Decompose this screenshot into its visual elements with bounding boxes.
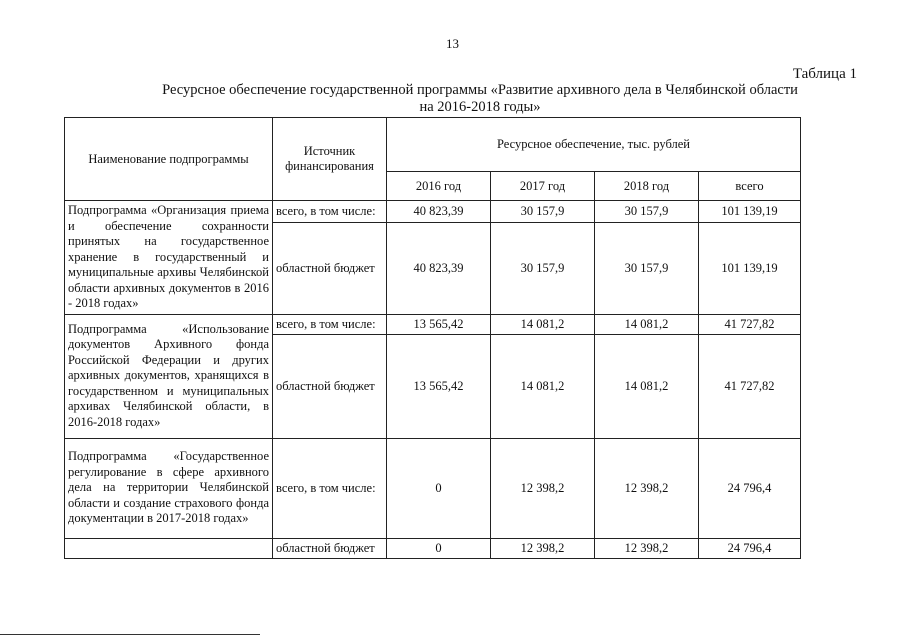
header-source: Источник финансирования (273, 118, 387, 201)
value-total: 41 727,82 (699, 334, 801, 438)
header-2018: 2018 год (595, 172, 699, 201)
value-2018: 30 157,9 (595, 223, 699, 314)
page-number: 13 (446, 36, 459, 51)
value-total: 24 796,4 (699, 438, 801, 538)
table-row (65, 538, 801, 558)
value-2018: 14 081,2 (595, 314, 699, 334)
header-name: Наименование подпрограммы (65, 118, 273, 201)
source-cell: всего, в том числе: (273, 201, 387, 223)
value-2018: 12 398,2 (595, 538, 699, 558)
value-total: 41 727,82 (699, 314, 801, 334)
value-2017: 12 398,2 (491, 438, 595, 538)
value-2018: 14 081,2 (595, 334, 699, 438)
source-cell: всего, в том числе: (273, 314, 387, 334)
value-2017: 30 157,9 (491, 223, 595, 314)
empty-name-cell (65, 538, 273, 558)
table-row (65, 201, 801, 223)
source-cell: областной бюджет (273, 538, 387, 558)
value-2016: 40 823,39 (387, 201, 491, 223)
source-cell: областной бюджет (273, 223, 387, 314)
value-2018: 12 398,2 (595, 438, 699, 538)
source-cell: всего, в том числе: (273, 438, 387, 538)
subprogram-3-name: Подпрограмма «Государственное регулирование в сфере архивного дела на территории Челябинской области и создание страхового фонда документации в 2017-2018 годах» (65, 438, 273, 538)
subprogram-1-name: Подпрограмма «Организация приема и обеспечение сохранности принятых на государственное хранение в государственный и муниципальные архивы Челябинской области архивных документов в 2016 - 2018 годах» (65, 201, 273, 315)
header-2016: 2016 год (387, 172, 491, 201)
value-2018: 30 157,9 (595, 201, 699, 223)
value-2017: 12 398,2 (491, 538, 595, 558)
table-label: Таблица 1 (792, 66, 857, 82)
value-2017: 14 081,2 (491, 334, 595, 438)
document-title (130, 82, 830, 116)
value-total: 24 796,4 (699, 538, 801, 558)
value-2016: 0 (387, 438, 491, 538)
header-2017: 2017 год (491, 172, 595, 201)
value-2016: 40 823,39 (387, 223, 491, 314)
subprogram-2-name: Подпрограмма «Использование документов Архивного фонда Российской Федерации и других архивных документов, хранящихся в государственном и муниципальных архивах Челябинской области, в 2016-2018 годах» (65, 314, 273, 438)
table-row (65, 314, 801, 334)
value-2016: 13 565,42 (387, 334, 491, 438)
value-total: 101 139,19 (699, 201, 801, 223)
title-line-2: на 2016-2018 годы» (419, 99, 541, 115)
value-2017: 30 157,9 (491, 201, 595, 223)
table-row (65, 438, 801, 538)
header-total: всего (699, 172, 801, 201)
value-total: 101 139,19 (699, 223, 801, 314)
title-line-1: Ресурсное обеспечение государственной программы «Развитие архивного дела в Челябинской области (162, 82, 798, 98)
header-resources: Ресурсное обеспечение, тыс. рублей (387, 118, 801, 172)
bottom-divider (0, 634, 260, 635)
resource-table (64, 117, 801, 559)
value-2016: 0 (387, 538, 491, 558)
value-2016: 13 565,42 (387, 314, 491, 334)
source-cell: областной бюджет (273, 334, 387, 438)
value-2017: 14 081,2 (491, 314, 595, 334)
